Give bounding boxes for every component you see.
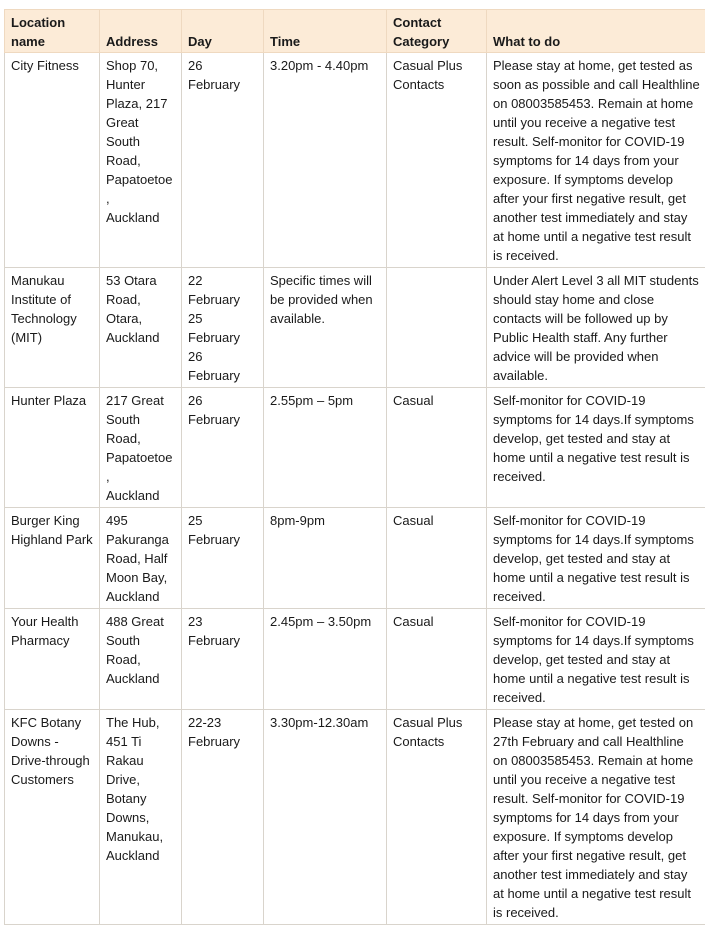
table-row <box>5 609 705 710</box>
table-row <box>5 53 705 268</box>
header-address: Address <box>100 10 182 53</box>
cell-time: 8pm-9pm <box>264 508 387 609</box>
cell-address: 217 Great South Road, Papatoetoe, Auckland <box>100 388 182 508</box>
cell-day: 22-23 February <box>182 710 264 925</box>
cell-time: 3.20pm - 4.40pm <box>264 53 387 268</box>
cell-contact-category: Casual <box>387 388 487 508</box>
cell-what-to-do: Self-monitor for COVID-19 symptoms for 14 days.If symptoms develop, get tested and stay at home until a negative test result is received. <box>487 609 705 710</box>
cell-time: 3.30pm-12.30am <box>264 710 387 925</box>
cell-address: The Hub, 451 Ti Rakau Drive, Botany Downs, Manukau, Auckland <box>100 710 182 925</box>
header-time: Time <box>264 10 387 53</box>
cell-what-to-do: Self-monitor for COVID-19 symptoms for 14 days.If symptoms develop, get tested and stay at home until a negative test result is received. <box>487 388 705 508</box>
cell-what-to-do: Under Alert Level 3 all MIT students should stay home and close contacts will be followed up by Public Health staff. Any further advice will be provided when available. <box>487 268 705 388</box>
table-header-row <box>5 10 705 53</box>
locations-of-interest-table <box>4 9 705 925</box>
cell-time: Specific times will be provided when available. <box>264 268 387 388</box>
cell-contact-category: Casual <box>387 609 487 710</box>
cell-address: 495 Pakuranga Road, Half Moon Bay, Auckland <box>100 508 182 609</box>
header-day: Day <box>182 10 264 53</box>
cell-day: 23 February <box>182 609 264 710</box>
cell-day: 22 February 25 February 26 February <box>182 268 264 388</box>
cell-what-to-do: Please stay at home, get tested on 27th February and call Healthline on 08003585453. Remain at home until you receive a negative test result. Self-monitor for COVID-19 symptoms for 14 days from your exposure. If symptoms develop after your first negative result, get another test immediately and stay at home until a negative test result is received. <box>487 710 705 925</box>
cell-contact-category: Casual Plus Contacts <box>387 53 487 268</box>
cell-contact-category: Casual Plus Contacts <box>387 710 487 925</box>
cell-time: 2.45pm – 3.50pm <box>264 609 387 710</box>
cell-day: 26 February <box>182 388 264 508</box>
header-location-name: Location name <box>5 10 100 53</box>
cell-address: Shop 70, Hunter Plaza, 217 Great South Road, Papatoetoe, Auckland <box>100 53 182 268</box>
cell-contact-category: Casual <box>387 508 487 609</box>
header-what-to-do: What to do <box>487 10 705 53</box>
table-row <box>5 268 705 388</box>
cell-what-to-do: Self-monitor for COVID-19 symptoms for 14 days.If symptoms develop, get tested and stay at home until a negative test result is received. <box>487 508 705 609</box>
cell-contact-category <box>387 268 487 388</box>
table-row <box>5 710 705 925</box>
cell-location-name: City Fitness <box>5 53 100 268</box>
table-row <box>5 388 705 508</box>
cell-location-name: Your Health Pharmacy <box>5 609 100 710</box>
cell-address: 488 Great South Road, Auckland <box>100 609 182 710</box>
cell-address: 53 Otara Road, Otara, Auckland <box>100 268 182 388</box>
cell-time: 2.55pm – 5pm <box>264 388 387 508</box>
cell-location-name: Manukau Institute of Technology (MIT) <box>5 268 100 388</box>
cell-day: 26 February <box>182 53 264 268</box>
cell-location-name: Burger King Highland Park <box>5 508 100 609</box>
cell-what-to-do: Please stay at home, get tested as soon as possible and call Healthline on 08003585453. Remain at home until you receive a negative test result. Self-monitor for COVID-19 symptoms for 14 days from your exposure. If symptoms develop after your first negative result, get another test immediately and stay at home until a negative test result is received. <box>487 53 705 268</box>
cell-day: 25 February <box>182 508 264 609</box>
table-row <box>5 508 705 609</box>
cell-location-name: Hunter Plaza <box>5 388 100 508</box>
cell-location-name: KFC Botany Downs - Drive-through Customers <box>5 710 100 925</box>
header-contact-category: Contact Category <box>387 10 487 53</box>
